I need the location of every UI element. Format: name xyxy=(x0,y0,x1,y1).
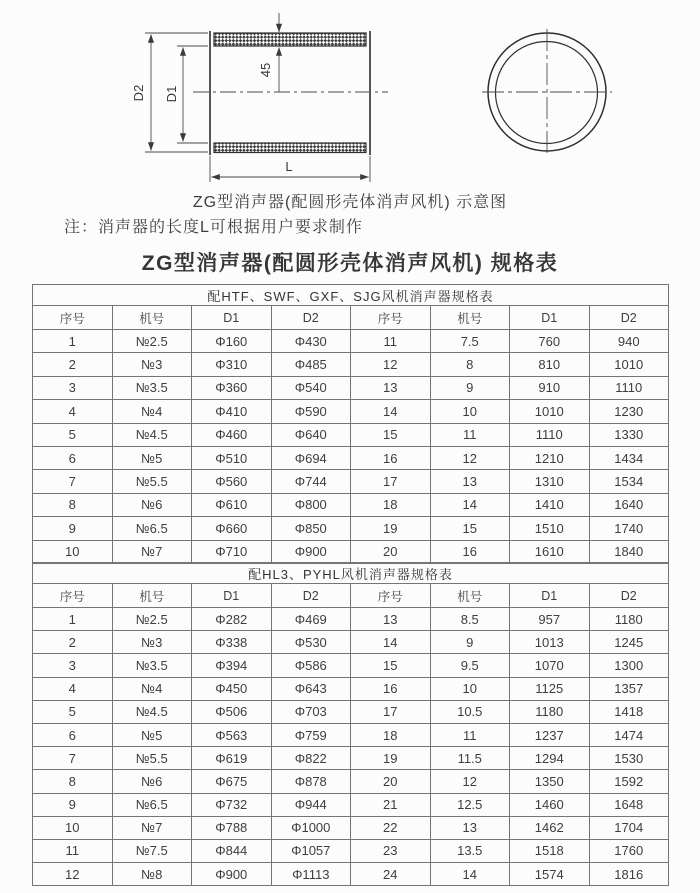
top-wall-hatch xyxy=(214,33,366,46)
table-row xyxy=(33,493,669,516)
table-cell: 1534 xyxy=(589,470,669,493)
table-cell: №3.5 xyxy=(112,654,192,677)
column-header: D1 xyxy=(510,584,590,608)
table-cell: Φ878 xyxy=(271,770,351,793)
table-cell: 810 xyxy=(510,353,590,376)
table-cell: 6 xyxy=(33,446,113,469)
table-cell: 8 xyxy=(33,493,113,516)
table-cell: №4 xyxy=(112,677,192,700)
table-cell: Φ694 xyxy=(271,446,351,469)
table-cell: 9.5 xyxy=(430,654,510,677)
table-cell: №7.5 xyxy=(112,839,192,862)
table-row xyxy=(33,723,669,746)
table-cell: 1010 xyxy=(510,400,590,423)
table-cell: 1592 xyxy=(589,770,669,793)
diagram-note: 注：消声器的长度L可根据用户要求制作 xyxy=(64,219,363,236)
table-title-cell: 配HTF、SWF、GXF、SJG风机消声器规格表 xyxy=(33,285,669,306)
column-header: D1 xyxy=(510,306,590,330)
table-cell: 1110 xyxy=(510,423,590,446)
table-cell: 8.5 xyxy=(430,608,510,631)
table-cell: Φ410 xyxy=(192,400,272,423)
table-cell: 10 xyxy=(33,816,113,839)
table-cell: 1574 xyxy=(510,863,590,886)
table-cell: Φ619 xyxy=(192,747,272,770)
table-cell: 8 xyxy=(430,353,510,376)
table-cell: №5 xyxy=(112,446,192,469)
table-cell: 17 xyxy=(351,700,431,723)
table-cell: Φ640 xyxy=(271,423,351,446)
table-cell: 16 xyxy=(351,446,431,469)
table-cell: 1125 xyxy=(510,677,590,700)
table-title-section xyxy=(33,285,669,306)
column-header: 序号 xyxy=(351,306,431,330)
table-cell: №6.5 xyxy=(112,793,192,816)
table-row xyxy=(33,540,669,563)
table-cell: 10 xyxy=(33,540,113,563)
table-cell: 3 xyxy=(33,654,113,677)
table-cell: 10 xyxy=(430,677,510,700)
table-cell: 1530 xyxy=(589,747,669,770)
table-cell: 13 xyxy=(351,376,431,399)
table-cell: №6.5 xyxy=(112,517,192,540)
table-cell: Φ586 xyxy=(271,654,351,677)
table-cell: 9 xyxy=(430,631,510,654)
spec-table-hl3-pyhl xyxy=(32,562,669,886)
table-cell: 13.5 xyxy=(430,839,510,862)
table-cell: Φ703 xyxy=(271,700,351,723)
table-cell: 1 xyxy=(33,608,113,631)
table-row xyxy=(33,376,669,399)
table-cell: 1462 xyxy=(510,816,590,839)
table-cell: 15 xyxy=(351,654,431,677)
table-cell: 1 xyxy=(33,330,113,353)
table-cell: Φ338 xyxy=(192,631,272,654)
table-cell: №2.5 xyxy=(112,608,192,631)
table-cell: 13 xyxy=(430,470,510,493)
table-cell: 24 xyxy=(351,863,431,886)
table-cell: 19 xyxy=(351,747,431,770)
table-cell: 1110 xyxy=(589,376,669,399)
table-cell: 1760 xyxy=(589,839,669,862)
table-cell: 2 xyxy=(33,631,113,654)
table-cell: 18 xyxy=(351,493,431,516)
table-cell: 957 xyxy=(510,608,590,631)
table-body xyxy=(33,306,669,564)
table-cell: Φ160 xyxy=(192,330,272,353)
table-cell: Φ610 xyxy=(192,493,272,516)
d2-label: D2 xyxy=(131,84,146,102)
table-cell: 15 xyxy=(430,517,510,540)
table-row xyxy=(33,677,669,700)
table-cell: 1010 xyxy=(589,353,669,376)
dimension-labels xyxy=(131,63,293,174)
table-title-section xyxy=(33,563,669,584)
table-cell: 1640 xyxy=(589,493,669,516)
table-cell: 1740 xyxy=(589,517,669,540)
table-cell: 2 xyxy=(33,353,113,376)
table-cell: 1357 xyxy=(589,677,669,700)
table-cell: №6 xyxy=(112,493,192,516)
wall-45-label: 45 xyxy=(258,62,273,78)
table-cell: 940 xyxy=(589,330,669,353)
table-cell: 14 xyxy=(351,631,431,654)
table-cell: Φ1113 xyxy=(271,863,351,886)
table-cell: 4 xyxy=(33,400,113,423)
table-row xyxy=(33,863,669,886)
table-cell: 16 xyxy=(351,677,431,700)
table-cell: №6 xyxy=(112,770,192,793)
table-cell: Φ540 xyxy=(271,376,351,399)
table-cell: 3 xyxy=(33,376,113,399)
table-cell: 12 xyxy=(33,863,113,886)
table-row xyxy=(33,747,669,770)
table-cell: Φ506 xyxy=(192,700,272,723)
table-cell: 14 xyxy=(351,400,431,423)
table-cell: Φ430 xyxy=(271,330,351,353)
table-cell: 1180 xyxy=(589,608,669,631)
table-row xyxy=(33,353,669,376)
table-body xyxy=(33,584,669,886)
table-cell: 1460 xyxy=(510,793,590,816)
header-row xyxy=(33,306,669,330)
table-cell: Φ563 xyxy=(192,723,272,746)
inner-shell-circle xyxy=(496,42,598,144)
table-cell: 1350 xyxy=(510,770,590,793)
table-cell: 9 xyxy=(33,793,113,816)
table-cell: Φ675 xyxy=(192,770,272,793)
table-cell: 1510 xyxy=(510,517,590,540)
table-row xyxy=(33,631,669,654)
table-cell: 1180 xyxy=(510,700,590,723)
table-cell: №4 xyxy=(112,400,192,423)
table-row xyxy=(33,517,669,540)
table-cell: №3 xyxy=(112,631,192,654)
table-cell: Φ450 xyxy=(192,677,272,700)
table-title-cell: 配HL3、PYHL风机消声器规格表 xyxy=(33,563,669,584)
table-cell: 1330 xyxy=(589,423,669,446)
column-header: 序号 xyxy=(33,306,113,330)
table-cell: 15 xyxy=(351,423,431,446)
page-title: ZG型消声器(配圆形壳体消声风机) 规格表 xyxy=(141,252,559,275)
table-cell: 1434 xyxy=(589,446,669,469)
table-cell: 1237 xyxy=(510,723,590,746)
table-cell: 23 xyxy=(351,839,431,862)
table-cell: Φ822 xyxy=(271,747,351,770)
table-cell: №5.5 xyxy=(112,747,192,770)
column-header: D2 xyxy=(271,584,351,608)
table-cell: 1245 xyxy=(589,631,669,654)
table-cell: 7.5 xyxy=(430,330,510,353)
column-header: D1 xyxy=(192,584,272,608)
table-cell: Φ469 xyxy=(271,608,351,631)
table-cell: 20 xyxy=(351,770,431,793)
table-cell: 1816 xyxy=(589,863,669,886)
table-cell: 18 xyxy=(351,723,431,746)
table-cell: Φ944 xyxy=(271,793,351,816)
table-cell: 9 xyxy=(33,517,113,540)
table-cell: №8 xyxy=(112,863,192,886)
table-cell: Φ788 xyxy=(192,816,272,839)
table-cell: Φ844 xyxy=(192,839,272,862)
table-cell: №5.5 xyxy=(112,470,192,493)
table-cell: 1300 xyxy=(589,654,669,677)
table-cell: Φ360 xyxy=(192,376,272,399)
column-header: 机号 xyxy=(430,584,510,608)
table-cell: 1418 xyxy=(589,700,669,723)
table-cell: №5 xyxy=(112,723,192,746)
table-cell: 17 xyxy=(351,470,431,493)
table-cell: 12.5 xyxy=(430,793,510,816)
d1-label: D1 xyxy=(164,85,179,103)
table-cell: Φ710 xyxy=(192,540,272,563)
table-row xyxy=(33,770,669,793)
column-header: D2 xyxy=(589,584,669,608)
end-view xyxy=(482,29,612,155)
table-cell: №4.5 xyxy=(112,700,192,723)
table-cell: 5 xyxy=(33,700,113,723)
table-cell: 10.5 xyxy=(430,700,510,723)
table-cell: 8 xyxy=(33,770,113,793)
table-cell: Φ643 xyxy=(271,677,351,700)
table-cell: №7 xyxy=(112,540,192,563)
table-row xyxy=(33,330,669,353)
table-cell: 12 xyxy=(351,353,431,376)
column-header: 机号 xyxy=(112,306,192,330)
table-cell: Φ1000 xyxy=(271,816,351,839)
table-cell: №4.5 xyxy=(112,423,192,446)
column-header: D2 xyxy=(271,306,351,330)
table-cell: 1474 xyxy=(589,723,669,746)
muffler-diagram xyxy=(0,0,700,188)
length-label: L xyxy=(285,159,293,174)
table-row xyxy=(33,608,669,631)
table-cell: 19 xyxy=(351,517,431,540)
bottom-wall-hatch xyxy=(214,143,366,153)
table-cell: Φ485 xyxy=(271,353,351,376)
table-title-row xyxy=(33,563,669,584)
table-cell: 9 xyxy=(430,376,510,399)
table-cell: №7 xyxy=(112,816,192,839)
table-cell: 1518 xyxy=(510,839,590,862)
table-cell: 13 xyxy=(351,608,431,631)
table-cell: 22 xyxy=(351,816,431,839)
table-row xyxy=(33,423,669,446)
table-row xyxy=(33,700,669,723)
table-title-row xyxy=(33,285,669,306)
header-row xyxy=(33,584,669,608)
table-cell: 13 xyxy=(430,816,510,839)
table-cell: №3 xyxy=(112,353,192,376)
table-cell: Φ900 xyxy=(192,863,272,886)
column-header: 机号 xyxy=(430,306,510,330)
table-cell: Φ310 xyxy=(192,353,272,376)
table-cell: 4 xyxy=(33,677,113,700)
table-cell: Φ759 xyxy=(271,723,351,746)
column-header: 序号 xyxy=(351,584,431,608)
table-cell: Φ744 xyxy=(271,470,351,493)
table-cell: 760 xyxy=(510,330,590,353)
table-cell: 1013 xyxy=(510,631,590,654)
table-cell: 1230 xyxy=(589,400,669,423)
table-cell: 21 xyxy=(351,793,431,816)
table-cell: №3.5 xyxy=(112,376,192,399)
table-cell: Φ460 xyxy=(192,423,272,446)
table-cell: 11 xyxy=(430,423,510,446)
table-cell: 1610 xyxy=(510,540,590,563)
table-row xyxy=(33,446,669,469)
table-cell: 1070 xyxy=(510,654,590,677)
table-row xyxy=(33,470,669,493)
table-row xyxy=(33,839,669,862)
table-cell: Φ590 xyxy=(271,400,351,423)
table-cell: 7 xyxy=(33,747,113,770)
table-cell: Φ732 xyxy=(192,793,272,816)
table-cell: 1840 xyxy=(589,540,669,563)
table-cell: 1210 xyxy=(510,446,590,469)
spec-table-htf-swf-gxf-sjg xyxy=(32,284,669,564)
table-cell: 1410 xyxy=(510,493,590,516)
table-cell: 1704 xyxy=(589,816,669,839)
table-row xyxy=(33,400,669,423)
table-cell: 1310 xyxy=(510,470,590,493)
table-cell: 1648 xyxy=(589,793,669,816)
table-cell: Φ282 xyxy=(192,608,272,631)
table-cell: Φ394 xyxy=(192,654,272,677)
table-cell: 12 xyxy=(430,446,510,469)
table-row xyxy=(33,654,669,677)
table-cell: Φ1057 xyxy=(271,839,351,862)
table-cell: 11 xyxy=(33,839,113,862)
table-cell: Φ850 xyxy=(271,517,351,540)
table-cell: 1294 xyxy=(510,747,590,770)
column-header: D1 xyxy=(192,306,272,330)
table-cell: 11 xyxy=(430,723,510,746)
table-cell: Φ800 xyxy=(271,493,351,516)
table-cell: №2.5 xyxy=(112,330,192,353)
table-cell: 10 xyxy=(430,400,510,423)
table-cell: Φ510 xyxy=(192,446,272,469)
table-row xyxy=(33,816,669,839)
table-cell: Φ900 xyxy=(271,540,351,563)
column-header: D2 xyxy=(589,306,669,330)
table-cell: 11 xyxy=(351,330,431,353)
table-cell: 14 xyxy=(430,863,510,886)
table-cell: 20 xyxy=(351,540,431,563)
table-cell: 11.5 xyxy=(430,747,510,770)
table-cell: 7 xyxy=(33,470,113,493)
table-cell: Φ660 xyxy=(192,517,272,540)
side-view xyxy=(193,31,388,155)
diagram-caption: ZG型消声器(配圆形壳体消声风机) 示意图 xyxy=(192,194,508,211)
table-cell: 5 xyxy=(33,423,113,446)
table-cell: 14 xyxy=(430,493,510,516)
table-cell: Φ530 xyxy=(271,631,351,654)
table-row xyxy=(33,793,669,816)
table-cell: 16 xyxy=(430,540,510,563)
column-header: 机号 xyxy=(112,584,192,608)
table-cell: 910 xyxy=(510,376,590,399)
table-cell: Φ560 xyxy=(192,470,272,493)
table-cell: 6 xyxy=(33,723,113,746)
column-header: 序号 xyxy=(33,584,113,608)
table-cell: 12 xyxy=(430,770,510,793)
